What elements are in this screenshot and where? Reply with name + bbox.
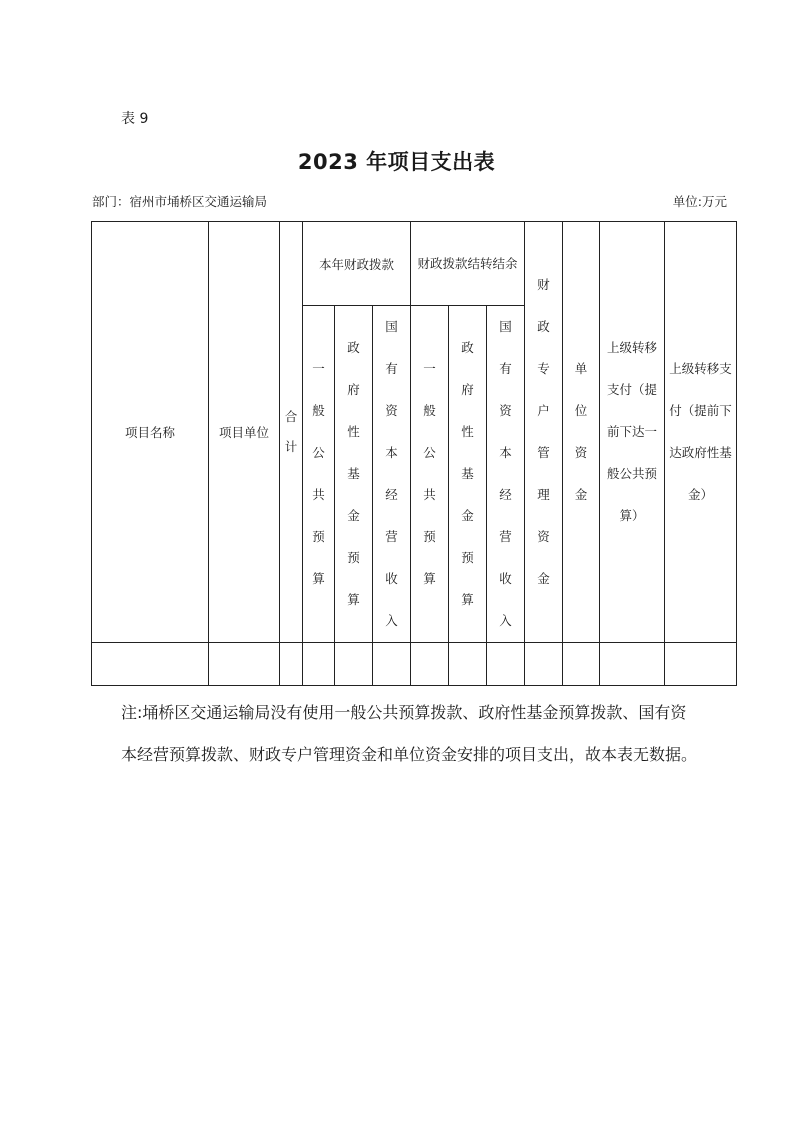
header-project-unit: 项目单位 [209,222,280,643]
header-carryover-gov-fund-budget: 政府性基金预算 [449,306,487,643]
empty-cell [373,643,411,686]
department-label: 部门：宿州市埇桥区交通运输局 [92,194,268,209]
footnote: 注:埇桥区交通运输局没有使用一般公共预算拨款、政府性基金预算拨款、国有资本经营预算拨款、财政专户管理资金和单位资金安排的项目支出，故本表无数据。 [121,703,698,764]
header-transfer-gov-fund: 上级转移支付（提前下达政府性基金） [665,222,737,643]
empty-cell [411,643,449,686]
table-number-label: 表 9 [121,111,149,127]
header-current-state-capital-income: 国有资本经营收入 [373,306,411,643]
page-title: 2023 年项目支出表 [297,150,496,174]
header-unit-fund: 单位资金 [563,222,600,643]
header-carryover: 财政拨款结转结余 [411,222,525,306]
empty-cell [209,643,280,686]
header-carryover-general-budget: 一般公共预算 [411,306,449,643]
empty-cell [303,643,335,686]
empty-cell [563,643,600,686]
unit-label: 单位:万元 [672,194,727,209]
empty-cell [92,643,209,686]
header-current-appropriation: 本年财政拨款 [303,222,411,306]
header-special-fund: 财政专户管理资金 [525,222,563,643]
empty-cell [280,643,303,686]
header-total: 合计 [280,222,303,643]
table-row [92,643,737,686]
empty-cell [525,643,563,686]
empty-cell [449,643,487,686]
header-project-name: 项目名称 [92,222,209,643]
empty-cell [665,643,737,686]
header-current-general-budget: 一般公共预算 [303,306,335,643]
empty-cell [487,643,525,686]
empty-cell [600,643,665,686]
header-current-gov-fund-budget: 政府性基金预算 [335,306,373,643]
empty-cell [335,643,373,686]
header-carryover-state-capital-income: 国有资本经营收入 [487,306,525,643]
header-transfer-general: 上级转移支付（提前下达一般公共预算） [600,222,665,643]
project-expenditure-table [91,221,737,686]
